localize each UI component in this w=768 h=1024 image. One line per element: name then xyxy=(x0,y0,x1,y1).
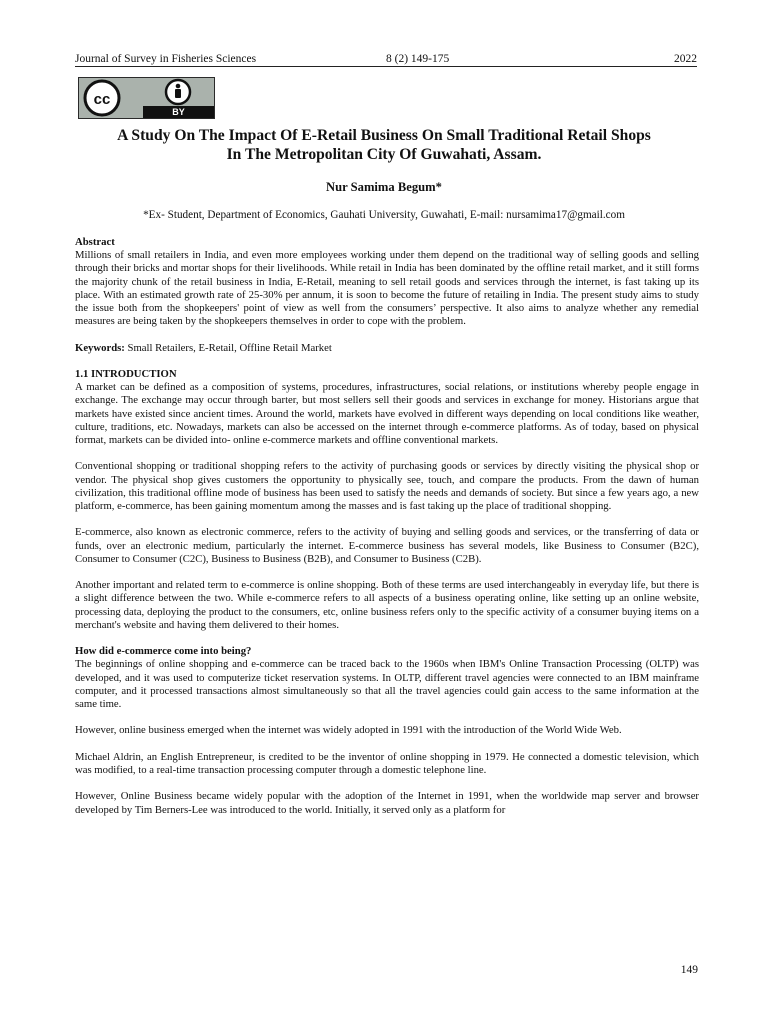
intro-paragraph: Another important and related term to e-commerce is online shopping. Both of these terms are used interchangeably in everyday life, but there is a slight difference between the two. While e-commerce refers to all aspects of a business operating online, like setting up an online website, processing data, deploying the product to the consumers, etc, online business refers only to the specific activity of a consumer buying items on a merchant's website and having them delivered to their homes. xyxy=(75,579,699,631)
abstract-text: Millions of small retailers in India, and even more employees working under them depend on the traditional way of selling goods and selling through their bricks and mortar shops for their livelihoods. While retail in India has been dominated by the offline retail market, and it still forms the majority chunk of the retail business in India, E-Retail, meaning to sell retail goods and services through the internet, is fast taking up its place. With an estimated growth rate of 25-30% per annum, it is soon to become the future of retailing in India. The present study aims to study the issue both from the shopkeepers' point of view as well from the consumers’ perspective. It also aims to analyze whether any remedial measures are being taken by the shopkeepers themselves in order to cope with the problem. xyxy=(75,249,699,328)
history-paragraph: However, online business emerged when the internet was widely adopted in 1991 with the introduction of the World Wide Web. xyxy=(75,724,622,737)
abstract-heading: Abstract xyxy=(75,236,115,248)
title-line-1: A Study On The Impact Of E-Retail Business On Small Traditional Retail Shops xyxy=(117,127,651,144)
page-number: 149 xyxy=(680,964,698,976)
intro-paragraph: A market can be defined as a composition of systems, procedures, infrastructures, social relations, or institutions whereby people engage in exchange. The exchange may occur through barter, but most sellers sell their goods and services in exchange for money. Historians argue that markets have existed since ancient times. Around the world, markets have evolved in different ways depending on local conditions like weather, culture, traditions, etc. Nowadays, markets can also be accessed on the internet through e-commerce platforms. As of today, based on physical format, markets can be divided into- online e-commerce markets and offline conventional markets. xyxy=(75,381,699,447)
volume-pages: 8 (2) 149-175 xyxy=(386,53,450,65)
publication-year: 2022 xyxy=(674,53,697,65)
header-rule xyxy=(75,66,697,67)
badge-icon-area xyxy=(143,78,214,106)
history-paragraph: The beginnings of online shopping and e-commerce can be traced back to the 1960s when IBM's Online Transaction Processing (OLTP) was developed, and it was used to computerize ticket reservation systems. In OLTP, different travel agencies were connected to an IBM mainframe computer, and it processed transactions almost simultaneously so that all the travel agencies could gain access to the same information at the same time. xyxy=(75,658,699,711)
title-line-2: In The Metropolitan City Of Guwahati, Assam. xyxy=(226,146,542,163)
history-paragraph: However, Online Business became widely popular with the adoption of the Internet in 1991, when the worldwide map server and browser developed by Tim Berners-Lee was introduced to the world. Initially, it served only as a platform for xyxy=(75,790,699,816)
intro-paragraph: Conventional shopping or traditional shopping refers to the activity of purchasing goods or services by directly visiting the physical shop or vendor. The physical shop gives customers the opportunity to physically see, touch, and compare the products. From the dawn of human civilization, this traditional offline mode of business has been used to satisfy the needs and demands of society. But since a few years ago, a new platform, e-commerce, has been gaining momentum among the masses and is fast taking up the place of traditional shopping. xyxy=(75,460,699,513)
history-paragraph: Michael Aldrin, an English Entrepreneur, is credited to be the inventor of online shopping in 1979. He connected a domestic television, which was modified, to a real-time transaction processing computer through a domestic telephone line. xyxy=(75,750,699,776)
cc-icon xyxy=(82,78,122,118)
cc-by-license-badge xyxy=(78,77,215,119)
journal-name: Journal of Survey in Fisheries Sciences xyxy=(75,53,257,65)
intro-paragraph: E-commerce, also known as electronic commerce, refers to the activity of buying and selling goods and services, or the transferring of data or funds, over an electronic medium, particularly the internet. E-commerce business has several models, like Business to Consumer (B2C), Consumer to Consumer (C2C), Business to Business (B2B), and Consumer to Business (C2B). xyxy=(75,526,699,565)
keywords-label: Keywords: xyxy=(75,341,125,354)
attribution-icon xyxy=(143,78,214,106)
running-header xyxy=(75,51,697,67)
author-name: Nur Samima Begum* xyxy=(326,180,442,194)
svg-text:cc: cc xyxy=(93,91,111,108)
paper-title xyxy=(60,126,708,164)
history-heading: How did e-commerce come into being? xyxy=(75,645,252,658)
article-body xyxy=(75,236,699,817)
keywords xyxy=(75,342,699,355)
introduction-heading: 1.1 INTRODUCTION xyxy=(75,368,177,380)
keywords-text: Small Retailers, E-Retail, Offline Retail Market xyxy=(127,341,332,354)
author-affiliation: *Ex- Student, Department of Economics, Gauhati University, Guwahati, E-mail: nursamima17@gmail.com xyxy=(143,209,625,221)
by-label: BY xyxy=(143,106,214,118)
